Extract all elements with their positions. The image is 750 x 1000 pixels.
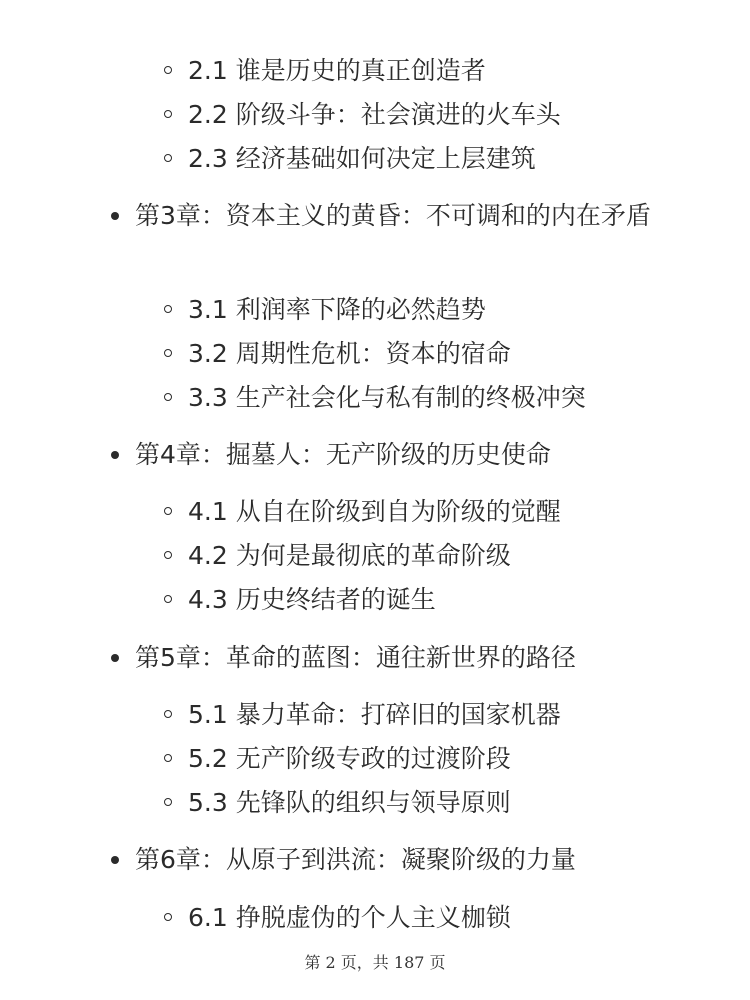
toc-section-3-3 [188, 378, 586, 418]
hollow-bullet-icon [164, 305, 172, 313]
hollow-bullet-icon [164, 66, 172, 74]
toc-section-3-1 [188, 290, 486, 330]
toc-section-label: 5.3 先锋队的组织与领导原则 [188, 788, 511, 817]
toc-section-label: 3.3 生产社会化与私有制的终极冲突 [188, 383, 586, 412]
toc-section-4-2 [188, 536, 511, 576]
toc-section-4-3 [188, 580, 436, 620]
toc-section-2-1 [188, 51, 486, 91]
hollow-bullet-icon [164, 551, 172, 559]
toc-section-label: 2.3 经济基础如何决定上层建筑 [188, 144, 536, 173]
hollow-bullet-icon [164, 798, 172, 806]
toc-chapter-3 [135, 196, 675, 236]
toc-section-label: 5.2 无产阶级专政的过渡阶段 [188, 744, 511, 773]
toc-section-label: 3.1 利润率下降的必然趋势 [188, 295, 486, 324]
hollow-bullet-icon [164, 754, 172, 762]
toc-section-label: 4.3 历史终结者的诞生 [188, 585, 436, 614]
toc-section-label: 6.1 挣脱虚伪的个人主义枷锁 [188, 903, 511, 932]
toc-section-label: 5.1 暴力革命：打碎旧的国家机器 [188, 700, 561, 729]
hollow-bullet-icon [164, 507, 172, 515]
toc-chapter-label: 第6章：从原子到洪流：凝聚阶级的力量 [135, 845, 576, 874]
solid-bullet-icon [111, 856, 119, 864]
toc-section-6-1 [188, 898, 511, 938]
toc-chapter-5 [135, 638, 675, 678]
toc-section-label: 4.2 为何是最彻底的革命阶级 [188, 541, 511, 570]
hollow-bullet-icon [164, 595, 172, 603]
toc-chapter-label: 第4章：掘墓人：无产阶级的历史使命 [135, 440, 551, 469]
toc-section-5-1 [188, 695, 561, 735]
toc-section-2-3 [188, 139, 536, 179]
toc-section-5-2 [188, 739, 511, 779]
toc-section-5-3 [188, 783, 511, 823]
hollow-bullet-icon [164, 393, 172, 401]
solid-bullet-icon [111, 212, 119, 220]
hollow-bullet-icon [164, 154, 172, 162]
hollow-bullet-icon [164, 710, 172, 718]
toc-chapter-4 [135, 435, 675, 475]
toc-section-label: 2.1 谁是历史的真正创造者 [188, 56, 486, 85]
page-number-footer: 第 2 页，共 187 页 [304, 953, 446, 972]
toc-section-label: 3.2 周期性危机：资本的宿命 [188, 339, 511, 368]
toc-chapter-6 [135, 840, 675, 880]
toc-section-label: 2.2 阶级斗争：社会演进的火车头 [188, 100, 561, 129]
toc-section-4-1 [188, 492, 561, 532]
hollow-bullet-icon [164, 349, 172, 357]
solid-bullet-icon [111, 451, 119, 459]
hollow-bullet-icon [164, 110, 172, 118]
toc-chapter-label: 第3章：资本主义的黄昏：不可调和的内在矛盾 [135, 201, 651, 230]
toc-section-2-2 [188, 95, 561, 135]
toc-section-label: 4.1 从自在阶级到自为阶级的觉醒 [188, 497, 561, 526]
solid-bullet-icon [111, 654, 119, 662]
toc-chapter-label: 第5章：革命的蓝图：通往新世界的路径 [135, 643, 576, 672]
toc-section-3-2 [188, 334, 511, 374]
hollow-bullet-icon [164, 913, 172, 921]
